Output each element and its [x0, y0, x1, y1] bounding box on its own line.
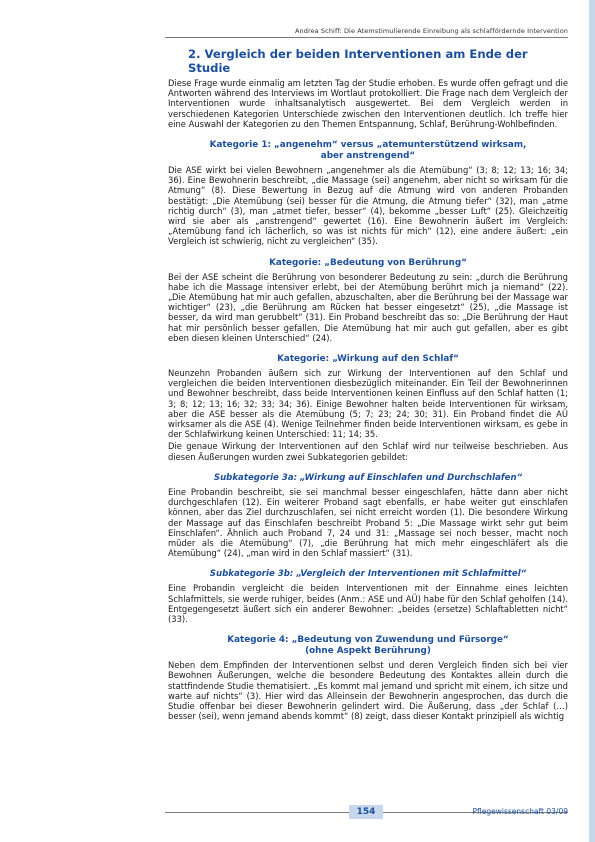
subcategory-3a-heading: Subkategorie 3a: „Wirkung auf Einschlafen und Durchschlafen“: [213, 472, 523, 483]
category-3-paragraph-2: Die genaue Wirkung der Interventionen auf den Schlaf wird nur teilweise beschrieben. Aus diesen Äußerungen wurden zwei Subkategorien gebildet:: [168, 441, 568, 462]
intro-paragraph: Diese Frage wurde einmalig am letzten Tag der Studie erhoben. Es wurde offen gefragt und die Antworten während des Interviews im Wortlaut protokolliert. Die Frage nach dem Vergleich der Interventionen wurde inhaltsanalytisch ausgewertet. Bei dem Vergleich werden in verschiedenen Kategorien Unterschiede zwischen den Interventionen deutlich. Ich treffe hier eine Auswahl der Kategorien zu den Themen Entspannung, Schlaf, Berührung-Wohlbefinden.: [168, 78, 568, 129]
journal-name: Pflegewissenschaft 03/09: [472, 807, 568, 816]
category-4-title-line2: (ohne Aspekt Berührung): [305, 646, 431, 657]
page-edge-bar: [589, 0, 595, 842]
category-1-paragraph: Die ASE wirkt bei vielen Bewohnern „angenehmer als die Atemübung“ (3; 8; 12; 13; 16; 34; 36). Eine Bewohnerin beschreibt, „die Massage (sei) angenehm, aber nicht so wirksam für die Atmung“ (8). Diese Bewertung in Bezug auf die Atmung wird von anderen Probanden bestätigt: „Die Atemübung (sei) besser für die Atmung, die Atmung tiefer“ (32), man „atme richtig durch“ (3), man „atmet tiefer, besser“ (4), bekomme „besser Luft“ (25). Gleichzeitig wird sie aber als „anstrengend“ gewertet (16). Eine Bewohnerin äußert im Vergleich: „Atemübung fand ich lächerlich, so was ist nichts für mich“ (12), eine andere äußert: „ein Vergleich ist schwierig, nicht zu vergleichen“ (35).: [168, 165, 568, 247]
subcategory-3b-paragraph: Eine Probandin vergleicht die beiden Interventionen mit der Einnahme eines leichten Schlafmittels, sie werde ruhiger, beides (Anm.: ASE und AÜ) habe für den Schlaf geholfen (14). Entgegengesetzt äußert sich ein anderer Bewohner: „beides (ersetze) Schlaftabletten nicht“ (33).: [168, 583, 568, 624]
category-4-paragraph: Neben dem Empfinden der Interventionen selbst und deren Vergleich finden sich bei vier Bewohnen Äußerungen, welche die besondere Bedeutung des Kontaktes allein durch die stattfindende Studie thematisiert. „Es kommt mal jemand und spricht mit einem, ich sitze und warte auf nichts“ (3). Hier wird das Alleinsein der Bewohnerin angesprochen, das durch die Studie offenbar bei dieser Bewohnerin gelindert wird. Die Äußerung, dass „der Schlaf (…) besser (sei), wenn jemand abends kommt“ (8) zeigt, dass dieser Kontakt prinzipiell als wichtig: [168, 660, 568, 722]
category-4-title-line1: Kategorie 4: „Bedeutung von Zuwendung und Fürsorge“: [227, 635, 509, 646]
category-3-paragraph-1: Neunzehn Probanden äußern sich zur Wirkung der Interventionen auf den Schlaf und vergleichen die beiden Interventionen diesbezüglich miteinander. Ein Teil der Bewohnerinnen und Bewohner beschreibt, dass beide Interventionen keinen Einfluss auf den Schlaf hatten (1; 3; 8; 12; 13; 16; 32; 33; 34; 36). Einige Bewohner halten beide Interventionen für wirksam, aber die ASE besser als die Atemübung (5; 7; 23; 24; 30; 31). Ein Proband findet die AÜ wirksamer als die ASE (4). Wenige Teilnehmer finden beide Interventionen wirksam, es gebe in der Schlafwirkung keinen Unterschied: 11; 14; 35.: [168, 368, 568, 440]
page-number: 154: [349, 805, 383, 819]
category-1-heading: [168, 140, 568, 162]
category-1-title-line2: aber anstrengend“: [320, 151, 416, 162]
header-rule: [165, 37, 568, 38]
subcategory-3b-heading: Subkategorie 3b: „Vergleich der Interventionen mit Schlafmittel“: [209, 569, 527, 580]
category-2-paragraph: Bei der ASE scheint die Berührung von besonderer Bedeutung zu sein: „durch die Berührung habe ich die Massage intensiver erlebt, bei der Atemübung berührt mich ja niemand“ (22). „Die Atemübung hat mir auch gefallen, abzuschalten, aber die Berührung bei der Massage war wichtiger“ (23), „die Berührung am Rücken hat besser eingesetzt“ (25), „die Massage ist besser, da wird man gerubbelt“ (31). Ein Proband beschreibt das so: „Die Berührung der Haut hat mir persönlich besser gefallen. Die Atemübung hat mir auch gut gefallen, aber es gibt eben diesen kleinen Unterschied“ (24).: [168, 271, 568, 343]
section-title: 2. Vergleich der beiden Interventionen am Ende der Studie: [188, 47, 528, 75]
category-4-heading: [168, 635, 568, 657]
category-1-title-line1: Kategorie 1: „angenehm“ versus „atemunterstützend wirksam,: [209, 140, 527, 151]
running-header: Andrea Schiff: Die Atemstimulierende Einreibung als schlaffördernde Intervention: [294, 27, 568, 35]
subcategory-3a-paragraph: Eine Probandin beschreibt, sie sei manchmal besser eingeschlafen, hätte dann aber nicht durchgeschlafen (12). Ein weiterer Proband sagt ebenfalls, er habe weiter gut einschlafen können, aber das Ziel durchzuschlafen, sei nicht erreicht worden (1). Die besondere Wirkung der Massage auf das Einschlafen beschreibt Proband 5: „Die Massage wirkt sehr gut beim Einschlafen“. Ähnlich auch Proband 7, 24 und 31: „Massage sei noch besser, macht noch müder als die Atemübung“ (7), „die Berührung hat mich mehr eingeschläfert als die Atemübung“ (24), „man wird in den Schlaf massiert“ (31).: [168, 486, 568, 559]
article-body: [168, 47, 568, 723]
category-2-heading: Kategorie: „Bedeutung von Berührung“: [269, 257, 467, 268]
category-3-heading: Kategorie: „Wirkung auf den Schlaf“: [277, 354, 459, 365]
